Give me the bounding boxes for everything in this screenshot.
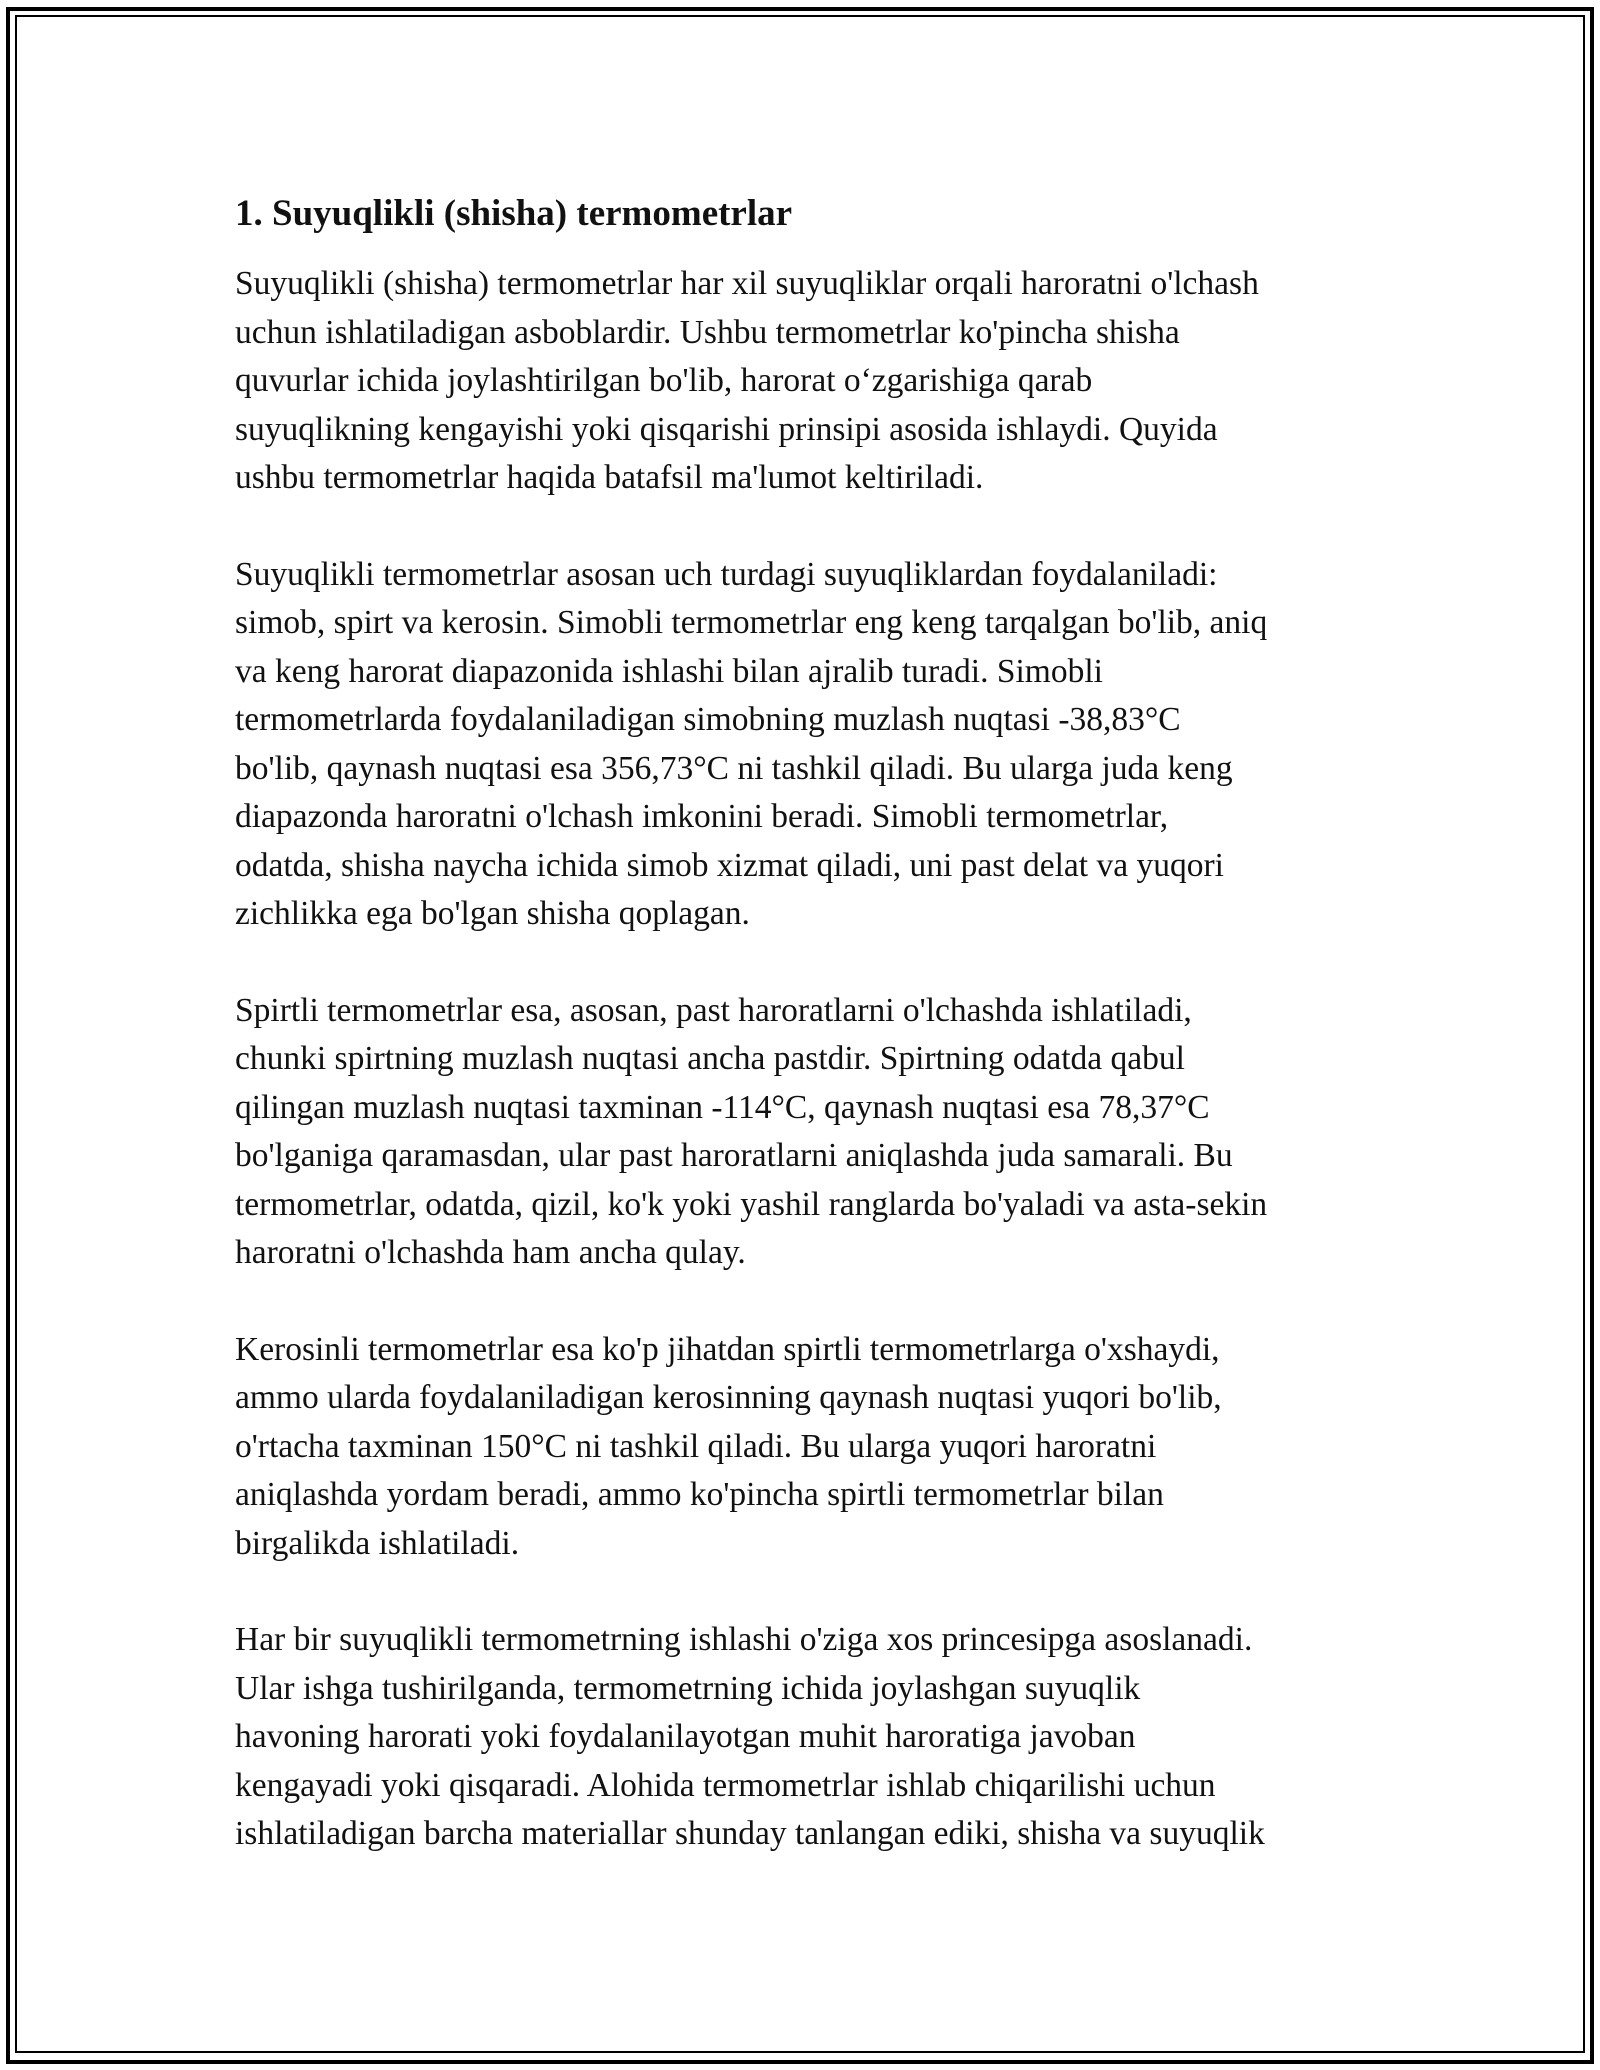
paragraph-working-principle: Har bir suyuqlikli termometrning ishlashi o'ziga xos princesipga asoslanadi. Ular ishga tushirilganda, termometrning ichida joylashgan suyuqlik havoning harorati yoki foydalanilayotgan muhit haroratiga javoban kengayadi yoki qisqaradi. Alohida termometrlar ishlab chiqarilishi uchun ishlatiladigan barcha materiallar shunday tanlangan ediki, shisha va suyuqlik [235,1621,1265,1852]
section-heading: 1. Suyuqlikli (shisha) termometrlar [235,193,793,234]
paragraph-alcohol-thermometers: Spirtli termometrlar esa, asosan, past haroratlarni o'lchashda ishlatiladi, chunki spirtning muzlash nuqtasi ancha pastdir. Spirtning odatda qabul qilingan muzlash nuqtasi taxminan -114°C, qaynash nuqtasi esa 78,37°C bo'lganiga qaramasdan, ular past haroratlarni aniqlashda juda samarali. Bu termometrlar, odatda, qizil, ko'k yoki yashil ranglarda bo'yaladi va asta-sekin haroratni o'lchashda ham ancha qulay. [235,991,1268,1271]
paragraph-liquid-types: Suyuqlikli termometrlar asosan uch turdagi suyuqliklardan foydalaniladi: simob, spirt va kerosin. Simobli termometrlar eng keng tarqalgan bo'lib, aniq va keng harorat diapazonida ishlashi bilan ajralib turadi. Simobli termometrlarda foydalaniladigan simobning muzlash nuqtasi -38,83°C bo'lib, qaynash nuqtasi esa 356,73°C ni tashkil qiladi. Bu ularga juda keng diapazonda haroratni o'lchash imkonini beradi. Simobli termometrlar, odatda, shisha naycha ichida simob xizmat qiladi, uni past delat va yuqori zichlikka ega bo'lgan shisha qoplagan. [235,555,1268,932]
paragraph-intro: Suyuqlikli (shisha) termometrlar har xil suyuqliklar orqali haroratni o'lchash uchun ishlatiladigan asboblardir. Ushbu termometrlar ko'pincha shisha quvurlar ichida joylashtirilgan bo'lib, harorat o‘zgarishiga qarab suyuqlikning kengayishi yoki qisqarishi prinsipi asosida ishlaydi. Quyida ushbu termometrlar haqida batafsil ma'lumot keltiriladi. [235,265,1259,496]
paragraph-kerosene-thermometers: Kerosinli termometrlar esa ko'p jihatdan spirtli termometrlarga o'xshaydi, ammo ularda foydalaniladigan kerosinning qaynash nuqtasi yuqori bo'lib, o'rtacha taxminan 150°C ni tashkil qiladi. Bu ularga yuqori haroratni aniqlashda yordam beradi, ammo ko'pincha spirtli termometrlar bilan birgalikda ishlatiladi. [235,1330,1222,1562]
document-body [235,188,1385,1907]
